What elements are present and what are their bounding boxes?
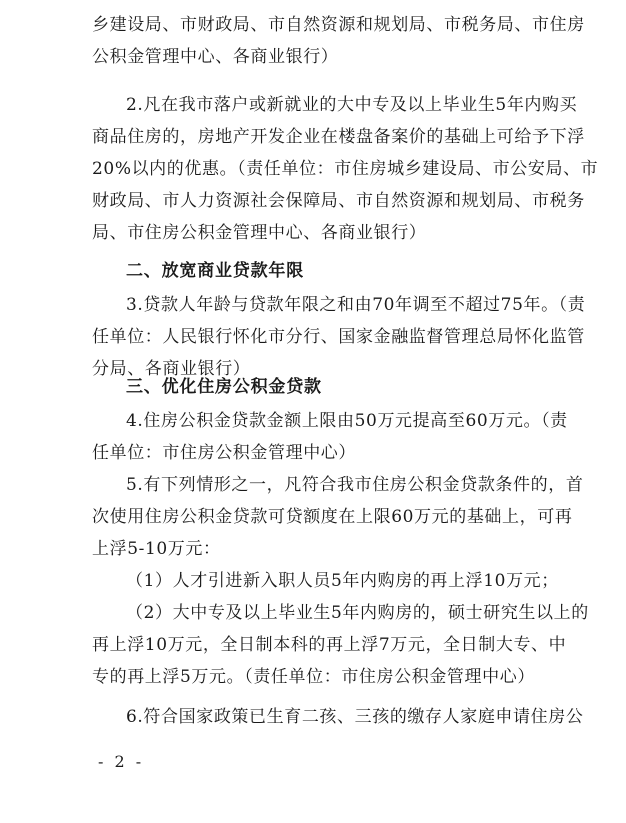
text-line-5: 20%以内的优惠。（责任单位：市住房城乡建设局、市公安局、市 [92,159,599,179]
page-number: - 2 - [98,752,145,771]
paragraph-4-start: 4.住房公积金贷款金额上限由50万元提高至60万元。（责 [126,411,568,431]
text-line-6: 财政局、市人力资源社会保障局、市自然资源和规划局、市税务 [92,191,585,211]
text-line-14: 任单位：市住房公积金管理中心） [92,443,356,463]
text-line-16: 次使用住房公积金贷款可贷额度在上限60万元的基础上，可再 [92,507,573,527]
paragraph-2-start: 2.凡在我市落户或新就业的大中专及以上毕业生5年内购买 [126,95,578,115]
text-line-11: 分局、各商业银行） [92,359,251,379]
paragraph-5-start: 5.有下列情形之一，凡符合我市住房公积金贷款条件的，首 [126,475,584,495]
text-line-2: 公积金管理中心、各商业银行） [92,47,339,67]
section-heading-2: 二、放宽商业贷款年限 [126,261,304,281]
text-line-7: 局、市住房公积金管理中心、各商业银行） [92,223,427,243]
text-line-4: 商品住房的，房地产开发企业在楼盘备案价的基础上可给予下浮 [92,127,585,147]
paragraph-3-start: 3.贷款人年龄与贷款年限之和由70年调至不超过75年。（责 [126,295,586,315]
paragraph-6-start: 6.符合国家政策已生育二孩、三孩的缴存人家庭申请住房公 [126,707,584,727]
section-heading-3: 三、优化住房公积金贷款 [126,377,322,397]
text-line-20: 再上浮10万元，全日制本科的再上浮7万元，全日制大专、中 [92,635,567,655]
list-item-2-start: （2）大中专及以上毕业生5年内购房的，硕士研究生以上的 [126,603,589,623]
text-line-17: 上浮5-10万元： [92,539,221,559]
list-item-1: （1）人才引进新入职人员5年内购房的再上浮10万元； [126,571,559,591]
text-line-1: 乡建设局、市财政局、市自然资源和规划局、市税务局、市住房 [92,15,585,35]
text-line-10: 任单位：人民银行怀化市分行、国家金融监督管理总局怀化监管 [92,327,585,347]
text-line-21: 专的再上浮5万元。（责任单位：市住房公积金管理中心） [92,667,535,687]
